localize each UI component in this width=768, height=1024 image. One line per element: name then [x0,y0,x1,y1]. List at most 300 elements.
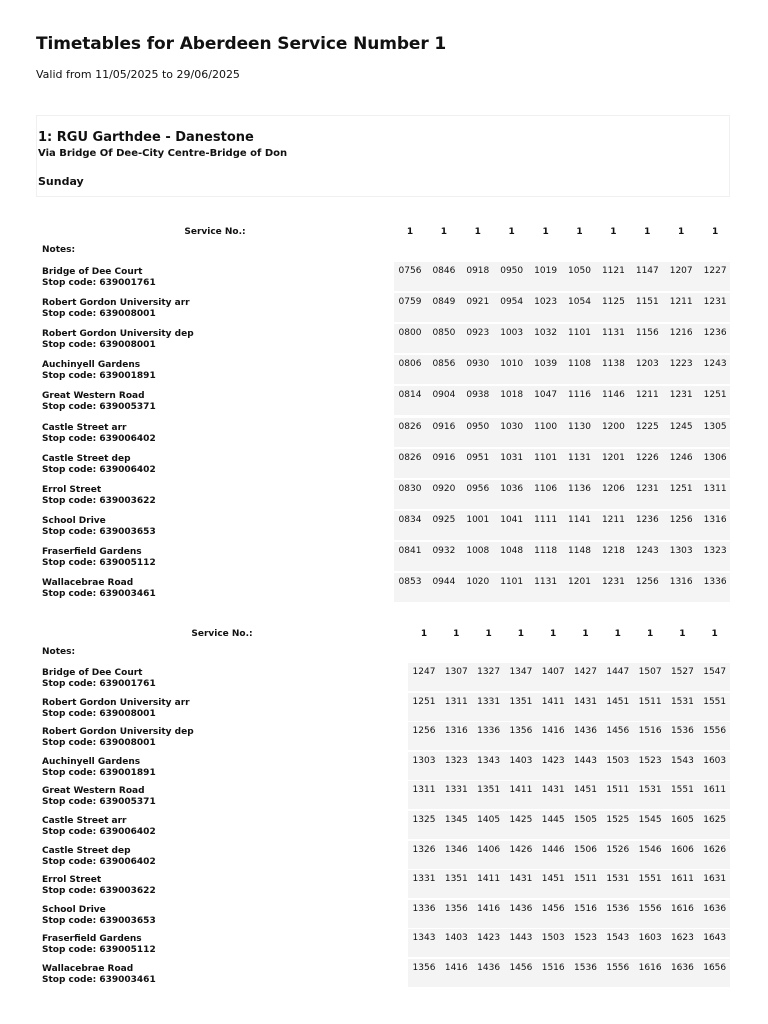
departure-time: 0814 [398,390,422,401]
departure-time: 1146 [601,390,625,401]
stop-name [42,698,190,720]
departure-time: 1403 [509,755,533,766]
departure-time: 1147 [635,266,659,276]
departure-time: 1325 [412,815,436,825]
departure-time: 1347 [509,667,533,677]
departure-time: 0916 [432,421,456,432]
departure-time: 1423 [477,933,501,944]
departure-time: 1523 [638,755,662,766]
departure-time: 1411 [509,785,533,796]
stop-name [42,757,156,779]
departure-time: 0950 [466,421,490,432]
departure-time: 1451 [574,785,597,796]
stop-code: Stop code: 639006402 [42,856,156,867]
departure-time: 1203 [635,359,659,370]
departure-time: 1303 [669,545,693,556]
stop-code: Stop code: 639001761 [42,679,156,689]
table-row [36,511,730,542]
departure-time: 1030 [500,421,524,432]
departure-time: 1243 [635,545,659,556]
stop-name-text: Auchinyell Gardens [42,360,141,371]
departure-time: 1218 [601,545,625,556]
timetable-morning [36,224,730,604]
departure-time: 1343 [412,933,436,944]
stop-name-text: Wallacebrae Road [42,964,134,974]
departure-time: 1603 [703,755,727,766]
stop-code: Stop code: 639006402 [42,433,156,444]
service-number: 1 [610,227,617,237]
departure-time: 1356 [412,963,436,973]
departure-time: 1201 [568,577,591,587]
departure-time: 1605 [670,815,694,825]
departure-time: 1256 [669,514,693,525]
departure-time: 1031 [500,452,524,463]
departure-time: 1116 [568,390,591,401]
departure-time: 1426 [509,844,533,855]
service-number: 1 [678,227,685,237]
departure-time: 1206 [601,483,625,494]
service-number: 1 [406,227,414,237]
stop-name [42,578,156,600]
stop-name [42,454,156,476]
stop-name [42,360,156,382]
table-row [36,752,730,782]
departure-time: 1431 [509,874,533,885]
departure-time: 0756 [398,266,422,276]
departure-time: 1039 [534,359,558,370]
service-header-row [36,626,730,644]
route-via: Via Bridge Of Dee-City Centre-Bridge of Don [38,148,288,159]
departure-time: 1019 [534,266,558,276]
departure-time: 0853 [398,577,422,587]
departure-time: 1556 [703,726,727,737]
departure-time: 1331 [412,874,436,885]
departure-time: 0800 [398,328,422,339]
table-row [36,355,730,386]
table-row [36,418,730,449]
route-title: 1: RGU Garthdee - Danestone [38,130,254,145]
departure-time: 0921 [466,297,490,308]
table-row [36,900,730,930]
departure-time: 0930 [466,359,490,370]
departure-time: 1543 [606,933,630,944]
departure-time: 1108 [568,359,591,370]
departure-time: 1511 [574,874,597,885]
departure-time: 1536 [606,903,630,914]
departure-time: 1247 [412,667,436,677]
departure-time: 1436 [574,726,597,737]
departure-time: 1546 [638,844,662,855]
stop-name [42,485,156,507]
departure-time: 1245 [669,421,693,432]
stop-name [42,846,156,868]
service-number: 1 [576,227,583,237]
departure-time: 1327 [477,667,501,677]
stop-name [42,905,156,927]
route-day: Sunday [38,175,84,188]
departure-time: 1456 [606,726,630,737]
stop-code: Stop code: 639001761 [42,278,156,288]
departure-time: 1416 [541,726,565,737]
departure-time: 1507 [638,667,662,677]
departure-time: 0759 [398,297,422,308]
stop-name [42,516,156,538]
service-number: 1 [453,629,460,639]
departure-time: 0920 [432,483,456,494]
departure-time: 1036 [500,483,524,494]
stop-name [42,875,156,897]
stop-code: Stop code: 639005371 [42,402,156,413]
stop-code: Stop code: 639008001 [42,309,156,320]
departure-time: 1547 [703,667,727,677]
departure-time: 1336 [703,577,727,587]
departure-time: 1431 [541,785,565,796]
departure-time: 1231 [669,390,693,401]
departure-time: 1211 [635,390,659,401]
departure-time: 1303 [412,755,436,766]
departure-time: 1603 [638,933,662,944]
departure-time: 1032 [534,328,558,339]
stop-name [42,547,156,569]
table-row [36,293,730,324]
notes-label: Notes: [42,245,76,255]
stop-name-text: Fraserfield Gardens [42,934,142,945]
departure-time: 1516 [541,963,565,973]
departure-time: 1307 [444,667,468,677]
service-number: 1 [420,629,428,639]
departure-time: 0950 [500,266,524,276]
departure-time: 1211 [669,297,693,308]
stop-code: Stop code: 639008001 [42,738,156,749]
departure-time: 1001 [466,514,490,525]
departure-time: 0923 [466,328,490,339]
departure-time: 1511 [606,785,630,796]
departure-time: 0826 [398,452,422,463]
departure-time: 1200 [601,421,625,432]
table-row [36,870,730,900]
departure-time: 1211 [601,514,625,525]
departure-time: 1003 [500,328,524,339]
departure-time: 1427 [574,667,597,677]
departure-time: 0830 [398,483,422,494]
route-info-panel [36,115,730,197]
departure-time: 1131 [601,328,625,339]
departure-time: 1643 [703,933,727,944]
departure-time: 1451 [606,696,630,707]
departure-time: 1447 [606,667,630,677]
service-number: 1 [711,227,719,237]
departure-time: 1251 [703,390,727,401]
stop-code: Stop code: 639006402 [42,464,156,475]
stop-name-text: Bridge of Dee Court [42,267,143,277]
stop-code: Stop code: 639008001 [42,340,156,351]
departure-time: 1446 [541,844,565,855]
table-row [36,722,730,752]
service-number: 1 [550,629,557,639]
departure-time: 1316 [444,726,468,737]
departure-time: 1503 [606,755,630,766]
departure-time: 1556 [638,903,662,914]
departure-time: 1626 [703,844,727,855]
stop-name-text: Great Western Road [42,391,145,402]
departure-time: 1023 [534,297,558,308]
departure-time: 1306 [703,452,727,463]
service-number: 1 [474,227,481,237]
table-row [36,781,730,811]
departure-time: 1543 [670,755,694,766]
departure-time: 1536 [670,726,694,737]
departure-time: 1451 [541,874,565,885]
departure-time: 1111 [534,514,558,525]
departure-time: 1611 [703,785,727,796]
departure-time: 1445 [541,815,565,825]
departure-time: 1511 [638,696,662,707]
departure-time: 1351 [477,785,501,796]
service-no-label: Service No.: [184,227,246,237]
departure-time: 1456 [541,903,565,914]
departure-time: 1436 [477,963,501,973]
departure-time: 1331 [477,696,501,707]
departure-time: 1625 [703,815,727,825]
service-number: 1 [582,629,589,639]
departure-time: 0826 [398,421,422,432]
stop-name-text: Robert Gordon University arr [42,298,190,309]
stop-code: Stop code: 639001891 [42,767,156,778]
departure-time: 1246 [669,452,693,463]
stop-name [42,668,156,690]
departure-time: 1008 [466,545,490,556]
stop-code: Stop code: 639003622 [42,495,156,506]
departure-time: 1611 [670,874,694,885]
stop-code: Stop code: 639001891 [42,371,156,382]
departure-time: 0932 [432,545,456,556]
service-number: 1 [542,227,549,237]
departure-time: 1226 [635,452,659,463]
departure-time: 1231 [601,577,625,587]
departure-time: 0951 [466,452,490,463]
departure-time: 0806 [398,359,422,370]
departure-time: 0834 [398,514,422,525]
departure-time: 1231 [703,297,727,308]
service-number: 1 [440,227,448,237]
stop-code: Stop code: 639005112 [42,557,156,568]
table-row [36,324,730,355]
stop-name [42,298,190,320]
departure-time: 1551 [670,785,694,796]
stop-name-text: Wallacebrae Road [42,578,134,588]
departure-time: 1118 [534,545,558,556]
departure-time: 1506 [574,844,597,855]
departure-time: 1551 [638,874,662,885]
departure-time: 1151 [635,297,659,308]
departure-time: 1505 [574,815,597,825]
departure-time: 1136 [568,483,591,494]
departure-time: 0841 [398,545,422,556]
stop-name-text: School Drive [42,904,106,915]
departure-time: 1523 [574,933,597,944]
table-row [36,262,730,293]
stop-name-text: Bridge of Dee Court [42,668,143,678]
departure-time: 1526 [606,844,630,855]
departure-time: 1316 [669,577,693,587]
departure-time: 1323 [703,545,727,556]
departure-time: 1351 [444,874,468,885]
departure-time: 1545 [638,815,662,825]
departure-time: 1531 [606,874,630,885]
departure-time: 1106 [534,483,558,494]
stop-name-text: Fraserfield Gardens [42,546,142,557]
departure-time: 1311 [412,785,436,796]
stop-name-text: Robert Gordon University dep [42,329,194,340]
departure-time: 1243 [703,359,727,370]
departure-time: 1100 [534,421,558,432]
stop-code: Stop code: 639003461 [42,589,156,599]
departure-time: 0850 [432,328,456,339]
departure-time: 1636 [670,963,694,973]
departure-time: 1101 [534,452,558,463]
stop-code: Stop code: 639003622 [42,886,156,897]
stop-name [42,267,156,289]
validity-dates: Valid from 11/05/2025 to 29/06/2025 [36,68,240,81]
departure-time: 1456 [509,963,533,973]
table-row [36,542,730,573]
stop-name [42,329,194,351]
departure-time: 1405 [477,815,501,825]
departure-time: 1343 [477,755,501,766]
departure-time: 0916 [432,452,456,463]
stop-name-text: Castle Street dep [42,845,131,856]
stop-name-text: Castle Street dep [42,453,131,464]
departure-time: 0846 [432,266,456,276]
service-number: 1 [646,629,654,639]
departure-time: 1101 [500,577,524,587]
stop-code: Stop code: 639003653 [42,915,156,926]
departure-time: 1231 [635,483,659,494]
departure-time: 0849 [432,297,456,308]
departure-time: 1636 [703,903,727,914]
departure-time: 1020 [466,577,490,587]
departure-time: 1121 [601,266,625,276]
stop-name [42,727,194,749]
departure-time: 1323 [444,755,468,766]
table-row [36,449,730,480]
departure-time: 1311 [444,696,468,707]
stop-name-text: School Drive [42,515,106,526]
service-number: 1 [485,629,492,639]
departure-time: 0904 [432,390,456,401]
departure-time: 1138 [601,359,625,370]
stop-name-text: Errol Street [42,484,102,495]
service-number: 1 [614,629,621,639]
departure-time: 1531 [638,785,662,796]
departure-time: 1251 [669,483,693,494]
departure-time: 1425 [509,815,533,825]
departure-time: 1631 [703,874,727,885]
stop-code: Stop code: 639003653 [42,526,156,537]
departure-time: 1531 [670,696,694,707]
departure-time: 1356 [509,726,533,737]
table-row [36,811,730,841]
table-row [36,841,730,871]
stop-code: Stop code: 639003461 [42,975,156,985]
departure-time: 1623 [670,933,694,944]
departure-time: 1316 [703,514,727,525]
departure-time: 1536 [574,963,597,973]
departure-time: 1047 [534,390,558,401]
departure-time: 1054 [568,297,591,308]
table-row [36,663,730,693]
departure-time: 0956 [466,483,490,494]
departure-time: 1236 [703,328,727,339]
table-row [36,929,730,959]
departure-time: 1305 [703,421,727,432]
departure-time: 1236 [635,514,659,525]
service-number: 1 [508,227,515,237]
departure-time: 1256 [412,726,436,737]
departure-time: 1148 [568,545,591,556]
departure-time: 1411 [477,874,501,885]
departure-time: 1556 [606,963,630,973]
departure-time: 1431 [574,696,597,707]
departure-time: 1616 [670,903,694,914]
timetable-afternoon [36,626,730,992]
departure-time: 1018 [500,390,524,401]
table-row [36,693,730,723]
departure-time: 1207 [669,266,693,276]
departure-time: 1256 [635,577,659,587]
departure-time: 1131 [534,577,558,587]
stop-name [42,391,156,413]
departure-time: 0954 [500,297,524,308]
departure-time: 1010 [500,359,524,370]
departure-time: 1101 [568,328,591,339]
departure-time: 1443 [509,933,533,944]
stop-name-text: Castle Street arr [42,422,127,433]
departure-time: 0925 [432,514,456,525]
departure-time: 1525 [606,815,630,825]
departure-time: 1050 [568,266,591,276]
departure-time: 0944 [432,577,456,587]
service-header-row [36,224,730,242]
stop-name-text: Castle Street arr [42,816,127,826]
departure-time: 1351 [509,696,533,707]
service-number: 1 [517,629,525,639]
departure-time: 1406 [477,844,501,855]
departure-time: 1326 [412,844,436,855]
departure-time: 1345 [444,815,468,825]
departure-time: 1125 [601,297,625,308]
departure-time: 1216 [669,328,693,339]
stop-name-text: Auchinyell Gardens [42,756,141,767]
service-no-label: Service No.: [191,629,253,639]
departure-time: 1516 [574,903,597,914]
stop-name-text: Errol Street [42,875,102,886]
departure-time: 0938 [466,390,490,401]
departure-time: 1403 [444,933,468,944]
departure-time: 1130 [568,421,591,432]
stop-name-text: Robert Gordon University dep [42,727,194,738]
stop-name [42,423,156,445]
departure-time: 1225 [635,421,659,432]
stop-code: Stop code: 639008001 [42,708,156,719]
page-title: Timetables for Aberdeen Service Number 1 [36,34,447,54]
departure-time: 1356 [444,903,468,914]
departure-time: 1656 [703,963,727,973]
service-number: 1 [644,227,651,237]
departure-time: 1336 [412,903,436,914]
departure-time: 1156 [635,328,659,339]
departure-time: 1311 [703,483,727,494]
